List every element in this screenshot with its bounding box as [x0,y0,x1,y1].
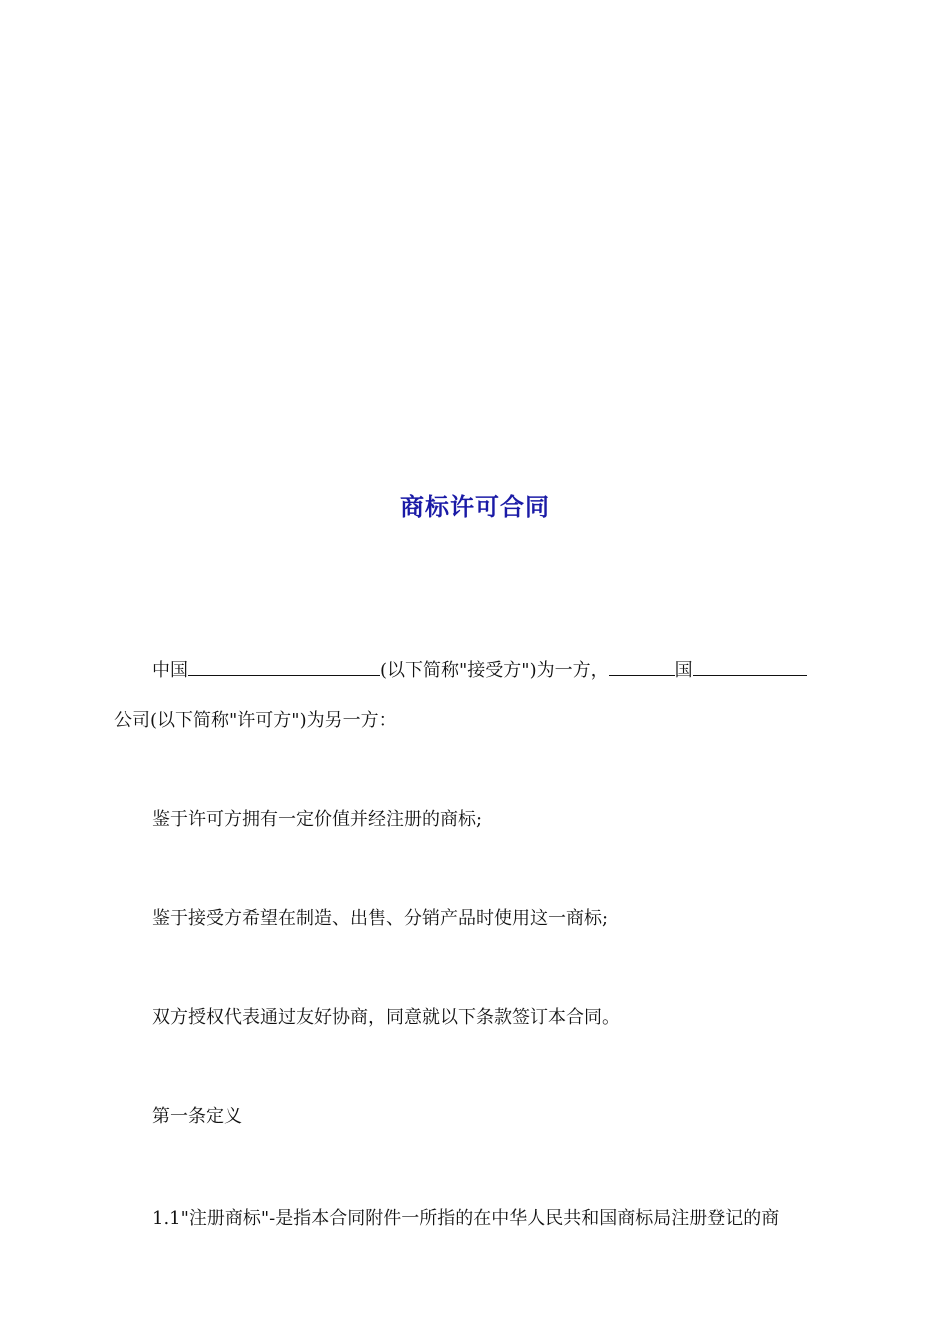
preamble-line-1 [152,657,807,683]
blank-field-company [693,657,807,676]
paragraph-whereas-2: 鉴于接受方希望在制造、出售、分销产品时使用这一商标; [152,908,609,929]
preamble-licensee-text: (以下简称"接受方")为一方， [380,660,609,681]
blank-field-licensee [188,657,380,676]
clause-1-1: 1.1"注册商标"-是指本合同附件一所指的在中华人民共和国商标局注册登记的商 [152,1208,780,1229]
preamble-prefix: 中国 [152,660,188,681]
blank-field-country [609,657,675,676]
article-heading: 第一条定义 [152,1106,242,1127]
preamble-line-2: 公司(以下简称"许可方")为另一方： [114,710,397,731]
document-title: 商标许可合同 [400,493,550,521]
paragraph-whereas-1: 鉴于许可方拥有一定价值并经注册的商标; [152,809,483,830]
preamble-country-suffix: 国 [674,660,693,681]
paragraph-agreement: 双方授权代表通过友好协商，同意就以下条款签订本合同。 [152,1007,620,1028]
